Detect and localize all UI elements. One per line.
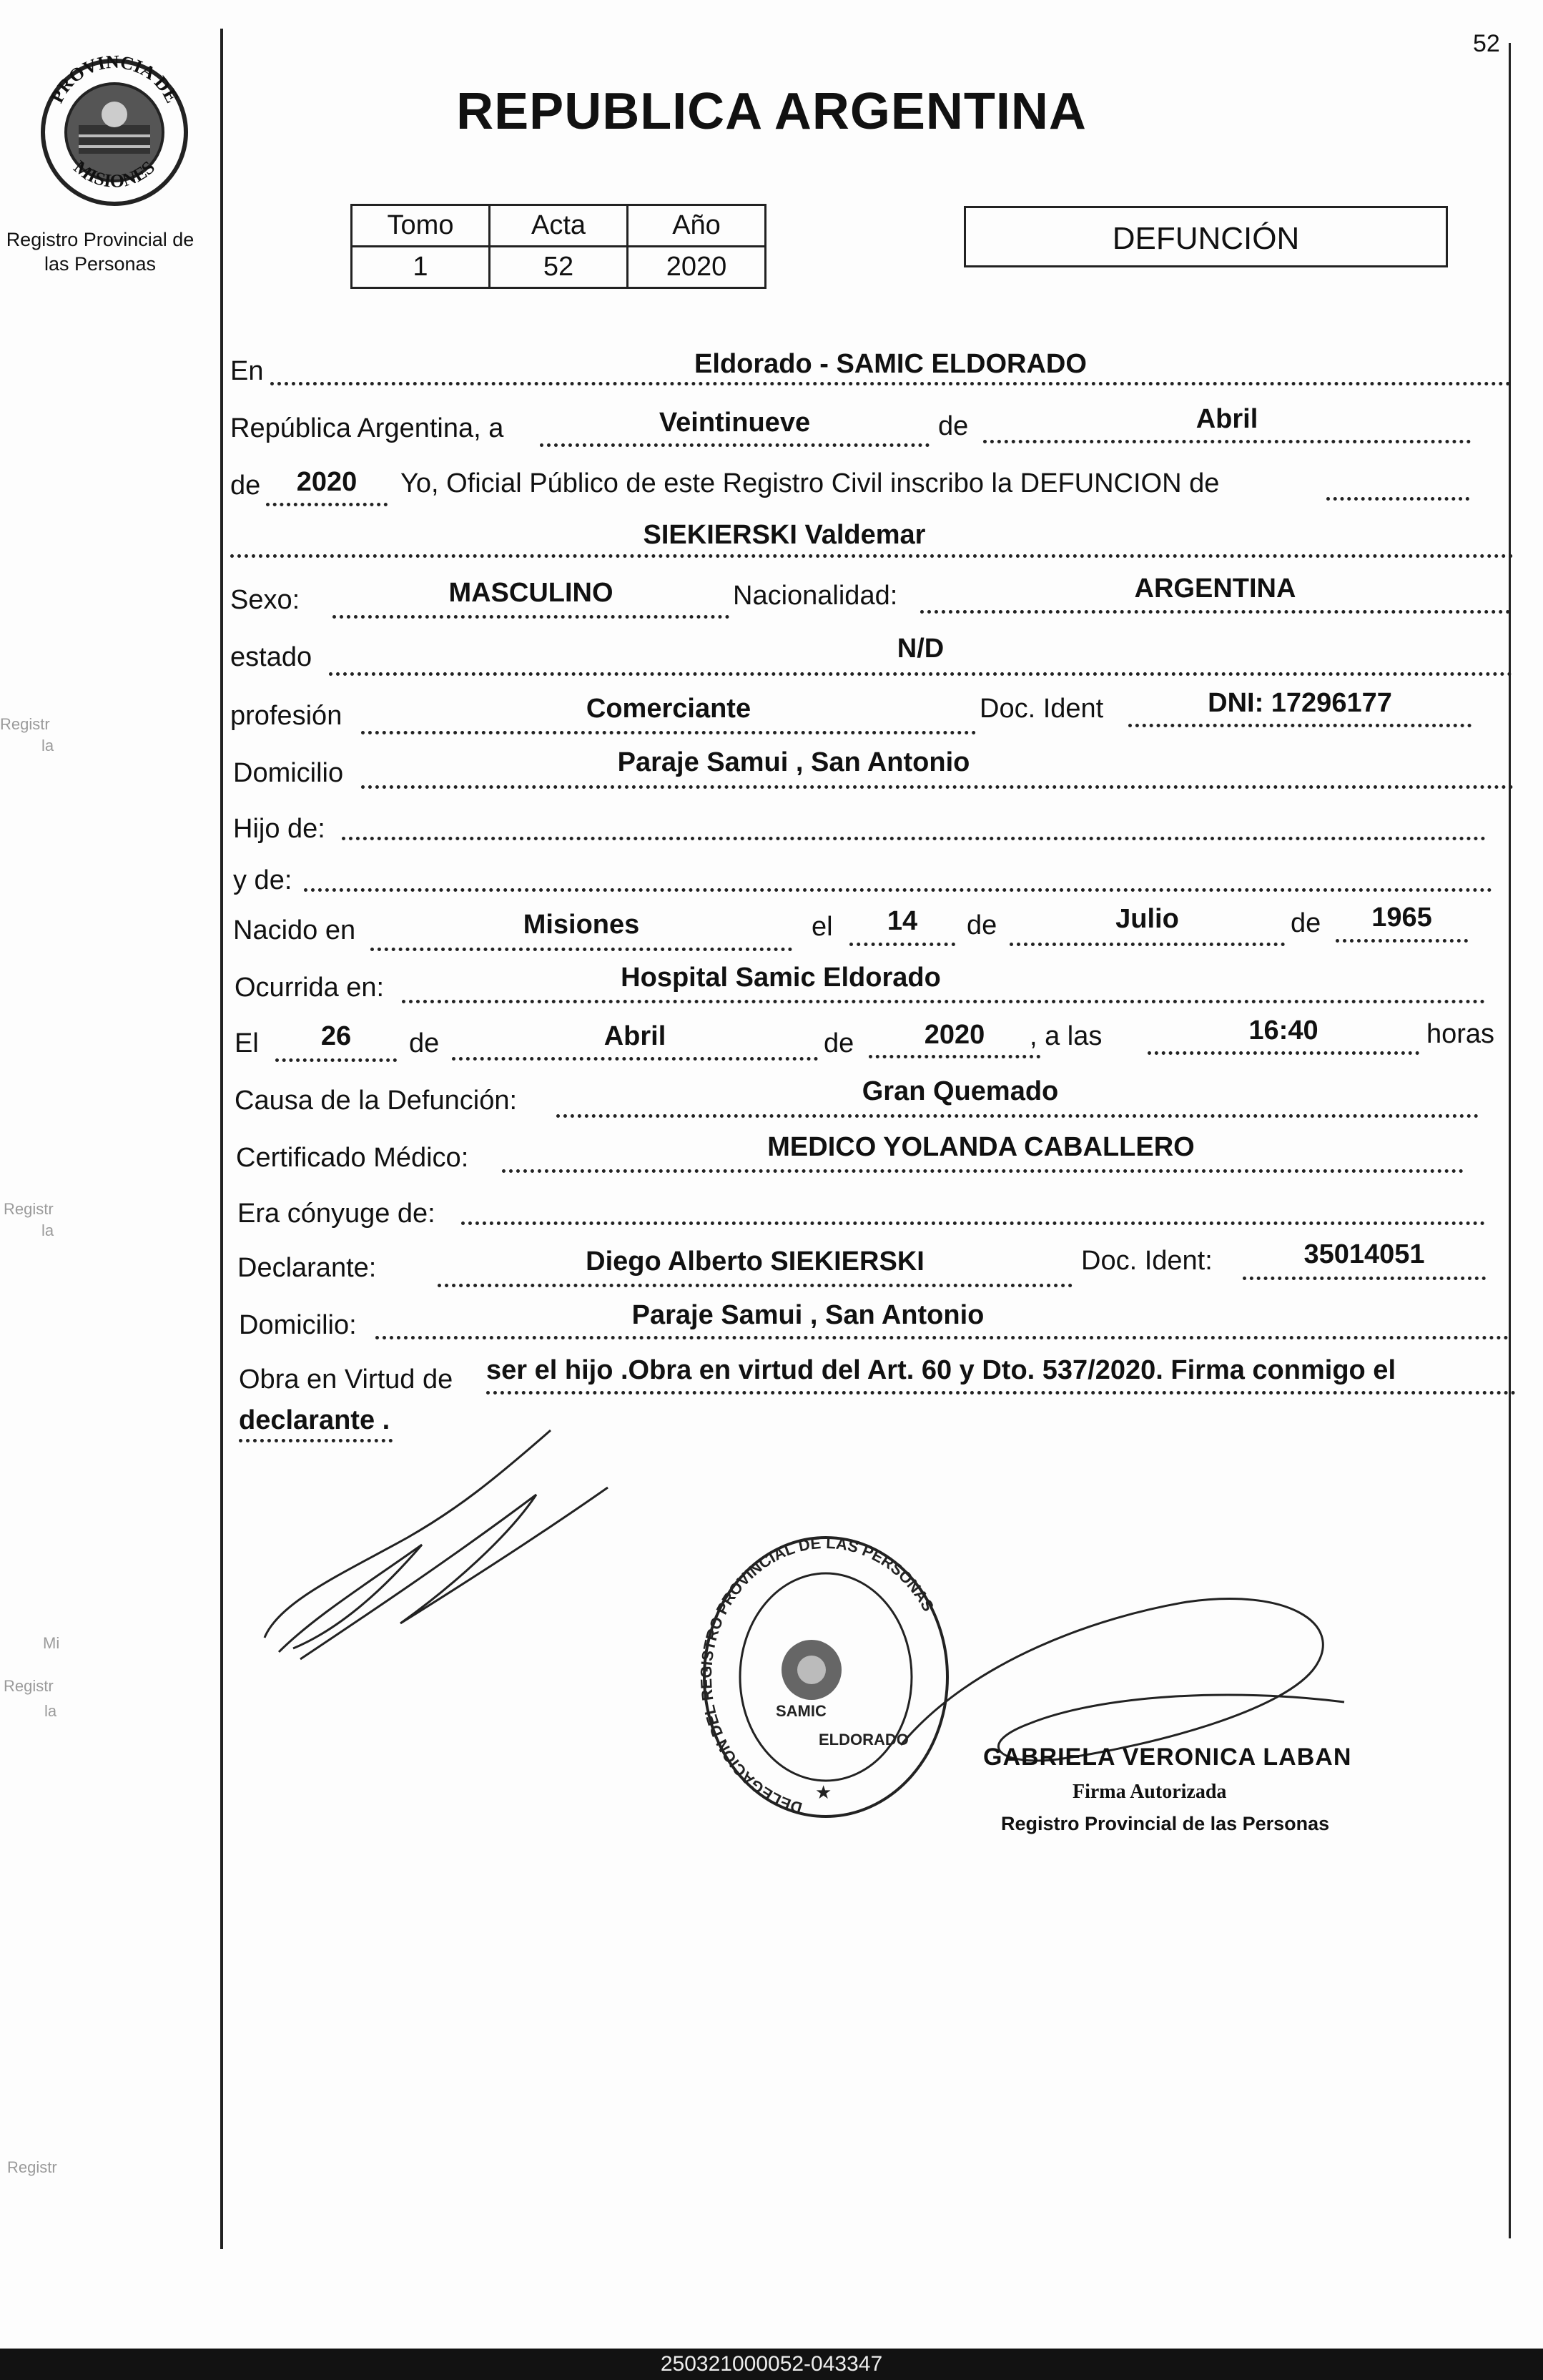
tomo-header: Tomo bbox=[352, 205, 490, 247]
en-value: Eldorado - SAMIC ELDORADO bbox=[694, 349, 1087, 379]
acta-header: Acta bbox=[490, 205, 628, 247]
death-year-line bbox=[869, 1055, 1040, 1058]
anio-value: 2020 bbox=[628, 247, 766, 288]
ocurrida-value: Hospital Samic Eldorado bbox=[621, 963, 941, 993]
page-title: REPUBLICA ARGENTINA bbox=[456, 83, 1087, 140]
document-type-box: DEFUNCIÓN bbox=[964, 206, 1448, 267]
stamp-star-icon: ★ bbox=[815, 1781, 832, 1803]
doc-ident-line bbox=[1128, 724, 1471, 727]
left-margin-rule bbox=[220, 29, 223, 2249]
ghost-label: la bbox=[41, 737, 54, 754]
hijo-line bbox=[342, 837, 1486, 840]
page-number: 52 bbox=[1473, 30, 1500, 57]
causa-value: Gran Quemado bbox=[862, 1076, 1059, 1106]
certificado-label: Certificado Médico: bbox=[236, 1143, 469, 1173]
nacionalidad-line bbox=[920, 610, 1510, 614]
official-name: GABRIELA VERONICA LABAN bbox=[983, 1744, 1352, 1771]
conyuge-label: Era cónyuge de: bbox=[237, 1199, 435, 1229]
nacido-line bbox=[370, 948, 792, 951]
declarante-value: Diego Alberto SIEKIERSKI bbox=[586, 1246, 925, 1277]
death-day: 26 bbox=[320, 1021, 352, 1051]
obra-value-line2: declarante . bbox=[239, 1405, 390, 1435]
death-time: 16:40 bbox=[1248, 1016, 1318, 1046]
registry-table-value-row bbox=[352, 247, 766, 288]
nacionalidad-label: Nacionalidad: bbox=[733, 581, 898, 611]
alas-label: , a las bbox=[1030, 1021, 1103, 1051]
doc-ident2-line bbox=[1243, 1277, 1486, 1280]
domicilio-value: Paraje Samui , San Antonio bbox=[617, 747, 970, 777]
name-line bbox=[230, 554, 1514, 558]
domicilio2-value: Paraje Samui , San Antonio bbox=[631, 1300, 985, 1330]
document-code-bar: 250321000052-043347 bbox=[0, 2349, 1543, 2380]
causa-line bbox=[556, 1114, 1479, 1118]
year-value: 2020 bbox=[296, 467, 358, 497]
profesion-label: profesión bbox=[230, 701, 342, 731]
ghost-label: Registr bbox=[4, 1677, 54, 1695]
ghost-label: Registr bbox=[0, 715, 50, 733]
el-label: el bbox=[812, 912, 833, 942]
certificado-value: MEDICO YOLANDA CABALLERO bbox=[767, 1132, 1195, 1162]
yo-line bbox=[1326, 497, 1469, 501]
doc-ident2-label: Doc. Ident: bbox=[1081, 1246, 1213, 1276]
nacido-year: 1965 bbox=[1371, 903, 1432, 933]
ghost-label: la bbox=[44, 1702, 57, 1720]
sexo-line bbox=[332, 615, 729, 619]
domicilio2-line bbox=[375, 1336, 1509, 1339]
domicilio-label: Domicilio bbox=[233, 758, 344, 788]
deceased-name: SIEKIERSKI Valdemar bbox=[643, 520, 926, 550]
ghost-label: Registr bbox=[4, 1200, 54, 1218]
domicilio2-label: Domicilio: bbox=[239, 1310, 357, 1340]
nacido-day: 14 bbox=[887, 906, 918, 936]
tomo-value: 1 bbox=[352, 247, 490, 288]
de6-label: de bbox=[824, 1028, 854, 1058]
profesion-value: Comerciante bbox=[586, 694, 751, 724]
yo-text: Yo, Oficial Público de este Registro Civil inscribo la DEFUNCION de bbox=[400, 468, 1220, 498]
doc-ident2-value: 35014051 bbox=[1303, 1239, 1425, 1269]
certificado-line bbox=[502, 1169, 1464, 1173]
stamp-center-2: ELDORADO bbox=[819, 1731, 909, 1749]
yde-label: y de: bbox=[233, 865, 292, 895]
nacido-month-line bbox=[1010, 943, 1285, 946]
conyuge-line bbox=[461, 1221, 1485, 1225]
seal-top-text: PROVINCIA DE bbox=[46, 51, 183, 107]
el2-label: El bbox=[235, 1028, 259, 1058]
sexo-label: Sexo: bbox=[230, 585, 300, 615]
stamp-ring-text: DELEGACION DEL REGISTRO PROVINCIAL DE LAS PERSONAS bbox=[697, 1533, 938, 1817]
hijo-label: Hijo de: bbox=[233, 814, 325, 844]
estado-value: N/D bbox=[897, 634, 945, 664]
ghost-label: Registr bbox=[7, 2158, 57, 2176]
nacido-month: Julio bbox=[1115, 904, 1179, 934]
acta-value: 52 bbox=[490, 247, 628, 288]
nacionalidad-value: ARGENTINA bbox=[1134, 574, 1296, 604]
domicilio-line bbox=[361, 785, 1514, 789]
seal-bottom-text: MISIONES bbox=[69, 156, 159, 192]
sexo-value: MASCULINO bbox=[448, 578, 613, 608]
obra-label: Obra en Virtud de bbox=[239, 1364, 453, 1395]
registry-name: Registro Provincial de las Personas bbox=[6, 229, 194, 275]
de2-label: de bbox=[230, 471, 261, 501]
doc-ident-value: DNI: 17296177 bbox=[1208, 688, 1392, 718]
causa-label: Causa de la Defunción: bbox=[235, 1086, 518, 1116]
nacido-value: Misiones bbox=[523, 910, 640, 940]
obra-line1 bbox=[486, 1391, 1516, 1395]
profesion-line bbox=[361, 731, 976, 734]
ghost-label: Mi bbox=[43, 1634, 60, 1652]
declarant-signature bbox=[236, 1402, 644, 1673]
en-label: En bbox=[230, 356, 264, 386]
estado-label: estado bbox=[230, 642, 312, 672]
republica-label: República Argentina, a bbox=[230, 413, 504, 443]
obra-value-line1: ser el hijo .Obra en virtud del Art. 60 y Dto. 537/2020. Firma conmigo el bbox=[486, 1355, 1396, 1385]
en-line bbox=[270, 382, 1511, 385]
registry-table-header-row bbox=[352, 205, 766, 247]
official-org: Registro Provincial de las Personas bbox=[1001, 1813, 1330, 1834]
day-line bbox=[540, 443, 930, 447]
death-month-line bbox=[452, 1057, 818, 1061]
horas-label: horas bbox=[1426, 1019, 1495, 1049]
ocurrida-label: Ocurrida en: bbox=[235, 973, 385, 1003]
ocurrida-line bbox=[402, 1000, 1485, 1003]
yde-line bbox=[304, 888, 1492, 892]
declarante-line bbox=[438, 1284, 1073, 1287]
de4-label: de bbox=[1291, 908, 1321, 938]
de3-label: de bbox=[967, 910, 997, 940]
ghost-label: la bbox=[41, 1221, 54, 1239]
registry-table bbox=[350, 204, 766, 289]
nacido-year-line bbox=[1336, 939, 1468, 943]
death-time-line bbox=[1148, 1051, 1419, 1055]
stamp-center-1: SAMIC bbox=[776, 1702, 827, 1720]
estado-line bbox=[329, 672, 1512, 676]
month-line bbox=[983, 440, 1471, 443]
month-value: Abril bbox=[1196, 404, 1258, 434]
year-line bbox=[266, 503, 388, 506]
de5-label: de bbox=[409, 1028, 440, 1058]
death-day-line bbox=[275, 1058, 397, 1062]
day-value: Veintinueve bbox=[659, 408, 811, 438]
nacido-label: Nacido en bbox=[233, 915, 356, 945]
de-label: de bbox=[938, 411, 969, 441]
declarante-label: Declarante: bbox=[237, 1253, 377, 1283]
doc-ident-label: Doc. Ident bbox=[980, 694, 1104, 724]
nacido-day-line bbox=[849, 943, 955, 946]
death-month: Abril bbox=[603, 1021, 666, 1051]
official-role: Firma Autorizada bbox=[1073, 1781, 1227, 1803]
death-year: 2020 bbox=[924, 1020, 985, 1050]
anio-header: Año bbox=[628, 205, 766, 247]
